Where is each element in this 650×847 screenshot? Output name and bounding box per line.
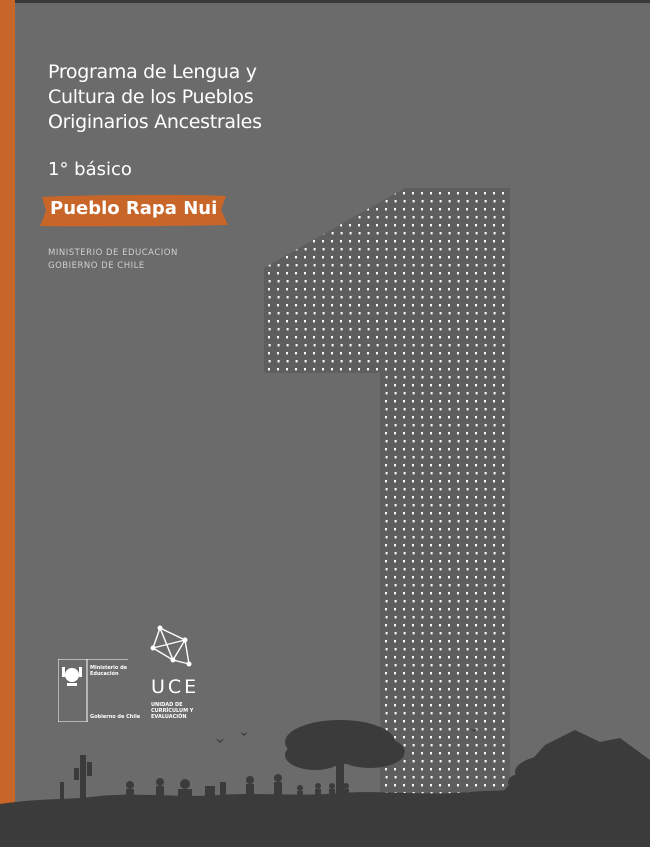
uce-wordmark: UCE: [151, 676, 200, 698]
bottom-band: [0, 805, 650, 847]
people-name: Pueblo Rapa Nui: [50, 198, 218, 219]
uce-network-icon: [145, 620, 200, 675]
program-title: Programa de Lengua y Cultura de los Pueblos Originarios Ancestrales: [48, 61, 262, 133]
ministry-label: MINISTERIO DE EDUCACION GOBIERNO DE CHILE: [48, 248, 178, 271]
grade-label: 1° básico: [48, 159, 132, 180]
landscape-silhouette: [0, 700, 650, 810]
uce-subtitle: UNIDAD DE CURRÍCULUM Y EVALUACIÓN: [151, 702, 194, 720]
people-ribbon: [38, 193, 230, 229]
mineduc-name: Ministerio de Educación: [90, 665, 128, 677]
mineduc-government: Gobierno de Chile: [90, 714, 141, 720]
